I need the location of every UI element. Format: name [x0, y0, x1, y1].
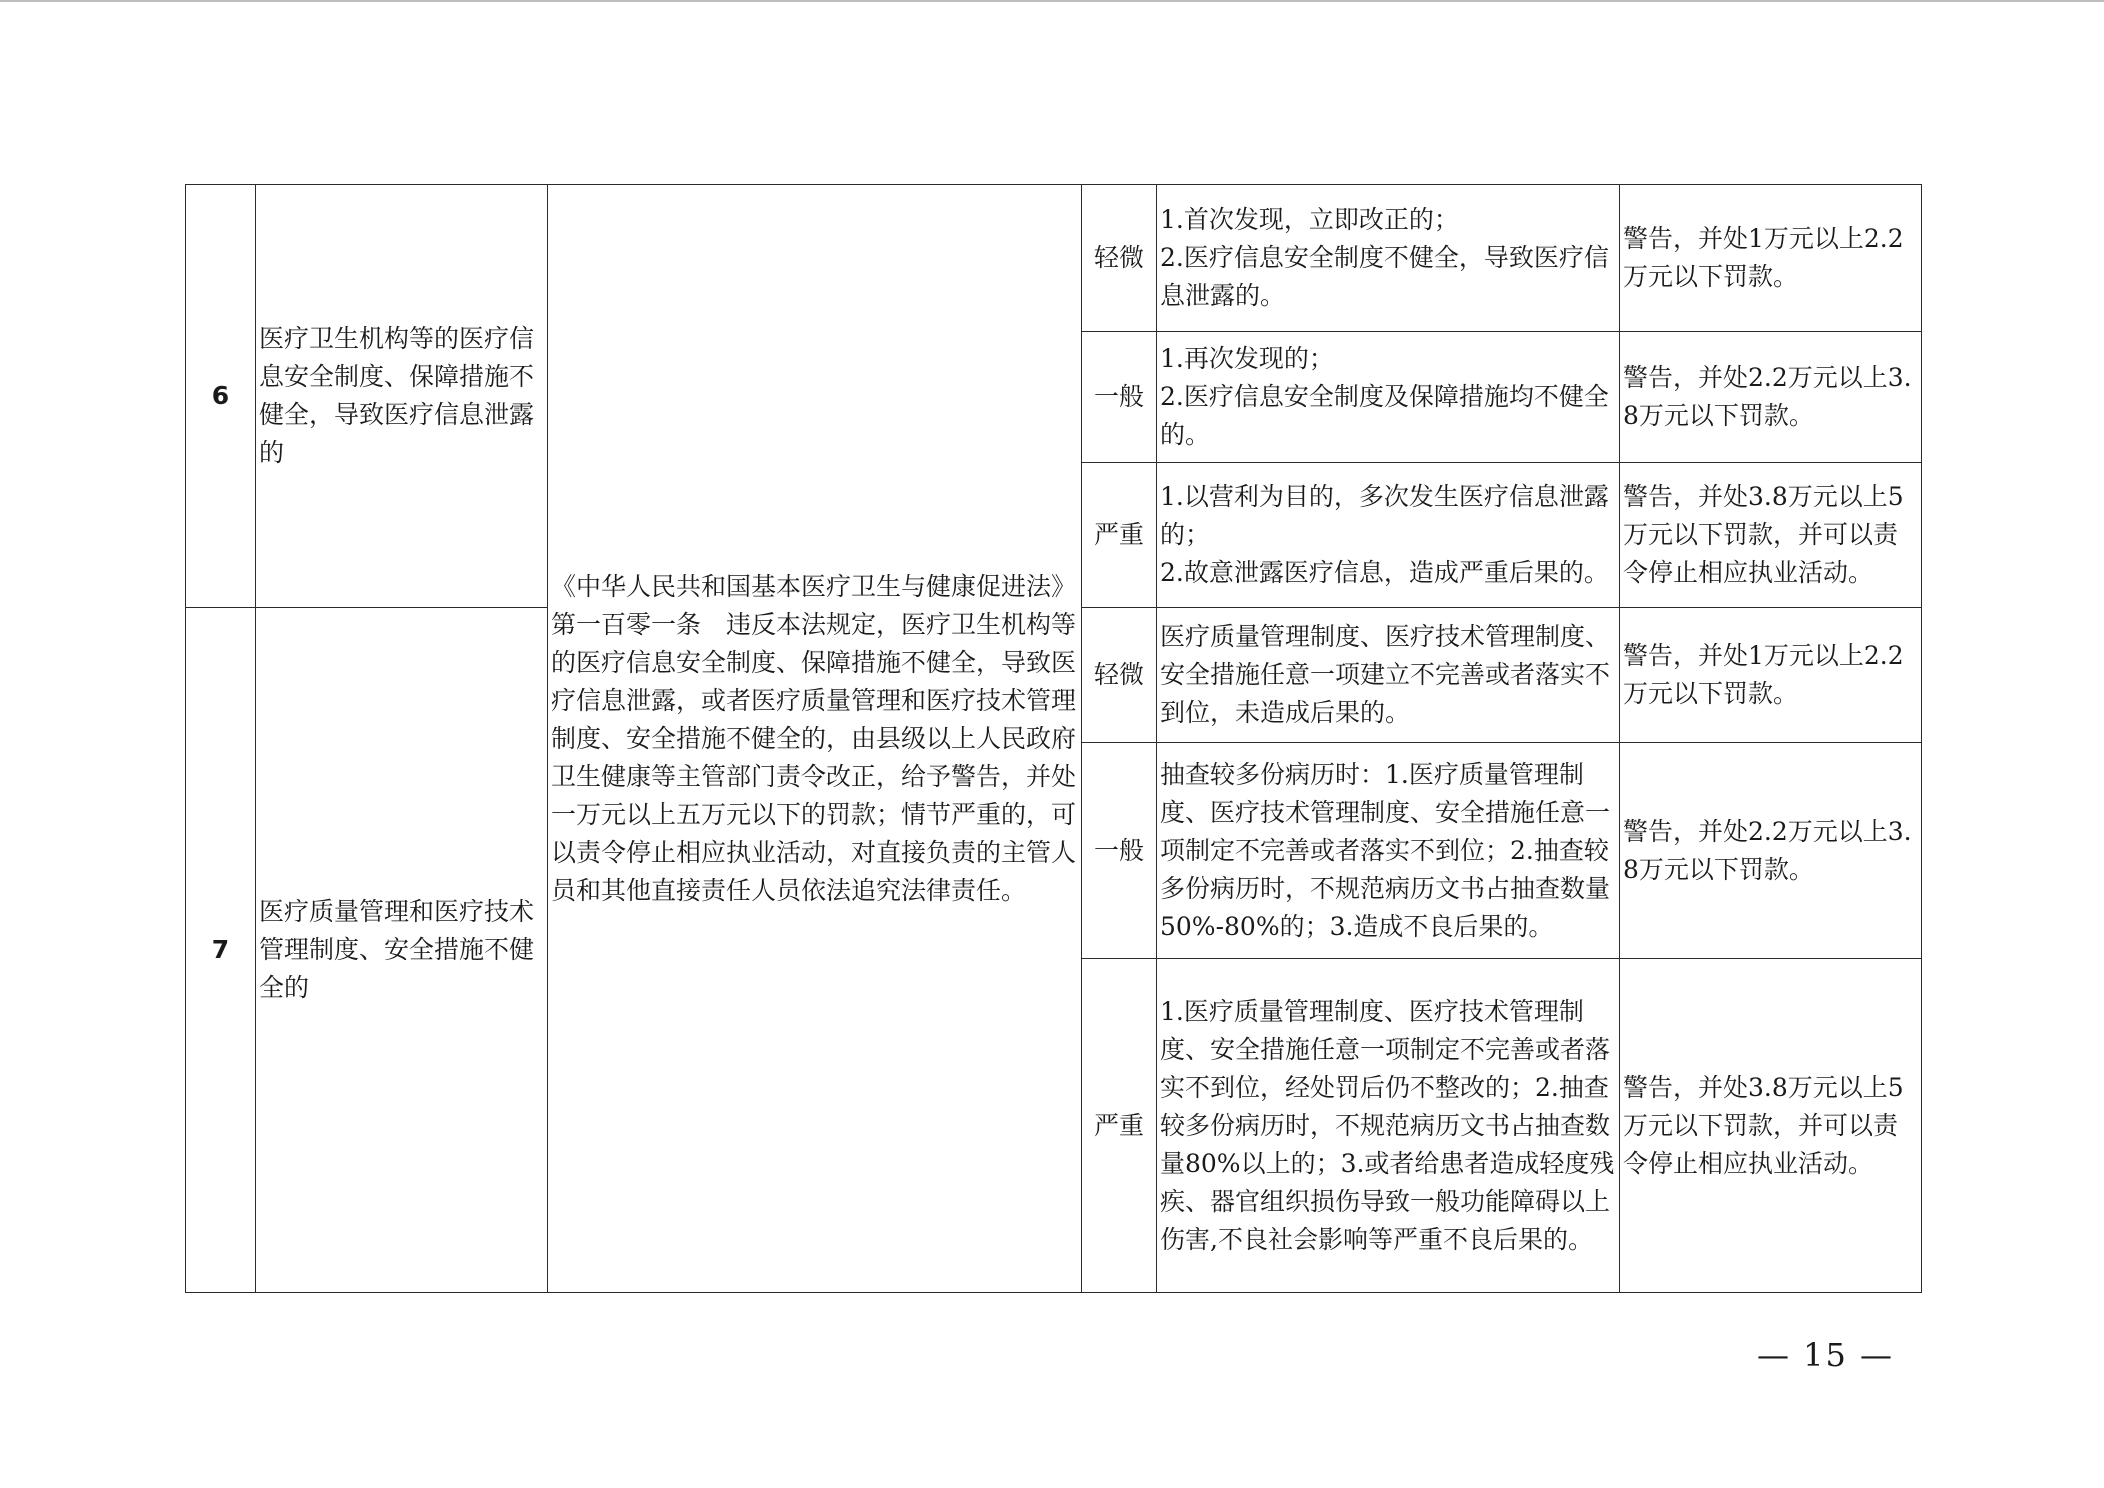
penalty-cell: 警告，并处1万元以上2.2万元以下罚款。	[1620, 185, 1922, 332]
page-top-border	[0, 0, 2104, 2]
page-number: — 15 —	[1756, 1336, 1894, 1374]
circumstance-cell: 抽查较多份病历时：1.医疗质量管理制度、医疗技术管理制度、安全措施任意一项制定不完善或者落实不到位；2.抽查较多份病历时，不规范病历文书占抽查数量50%-80%的；3.造成不良后果的。	[1157, 743, 1620, 959]
penalty-cell: 警告，并处2.2万元以上3.8万元以下罚款。	[1620, 743, 1922, 959]
severity-level: 一般	[1082, 743, 1157, 959]
penalty-cell: 警告，并处2.2万元以上3.8万元以下罚款。	[1620, 332, 1922, 463]
circumstance-cell: 1.医疗质量管理制度、医疗技术管理制度、安全措施任意一项制定不完善或者落实不到位，经处罚后仍不整改的；2.抽查较多份病历时，不规范病历文书占抽查数量80%以上的；3.或者给患者造成轻度残疾、器官组织损伤导致一般功能障碍以上伤害,不良社会影响等严重不良后果的。	[1157, 959, 1620, 1293]
violation-description: 医疗卫生机构等的医疗信息安全制度、保障措施不健全，导致医疗信息泄露的	[256, 185, 548, 608]
circumstance-cell	[1157, 332, 1620, 463]
circumstance-text: 1.首次发现，立即改正的； 2.医疗信息安全制度不健全，导致医疗信息泄露的。	[1160, 205, 1609, 310]
severity-level: 一般	[1082, 332, 1157, 463]
penalty-cell: 警告，并处3.8万元以上5万元以下罚款，并可以责令停止相应执业活动。	[1620, 959, 1922, 1293]
severity-level: 轻微	[1082, 608, 1157, 743]
penalty-standards-table	[185, 184, 1922, 1293]
legal-basis: 《中华人民共和国基本医疗卫生与健康促进法》第一百零一条 违反本法规定，医疗卫生机构等的医疗信息安全制度、保障措施不健全，导致医疗信息泄露，或者医疗质量管理和医疗技术管理制度、安全措施不健全的，由县级以上人民政府卫生健康等主管部门责令改正，给予警告，并处一万元以上五万元以下的罚款；情节严重的，可以责令停止相应执业活动，对直接负责的主管人员和其他直接责任人员依法追究法律责任。	[548, 185, 1082, 1293]
row-number: 7	[186, 608, 256, 1293]
severity-level: 严重	[1082, 959, 1157, 1293]
circumstance-cell	[1157, 185, 1620, 332]
circumstance-text: 1.再次发现的； 2.医疗信息安全制度及保障措施均不健全的。	[1160, 344, 1609, 449]
circumstance-cell: 医疗质量管理制度、医疗技术管理制度、安全措施任意一项建立不完善或者落实不到位，未造成后果的。	[1157, 608, 1620, 743]
violation-description: 医疗质量管理和医疗技术管理制度、安全措施不健全的	[256, 608, 548, 1293]
penalty-cell: 警告，并处3.8万元以上5万元以下罚款，并可以责令停止相应执业活动。	[1620, 463, 1922, 608]
penalty-cell: 警告，并处1万元以上2.2万元以下罚款。	[1620, 608, 1922, 743]
severity-level: 轻微	[1082, 185, 1157, 332]
circumstance-cell	[1157, 463, 1620, 608]
severity-level: 严重	[1082, 463, 1157, 608]
circumstance-text: 1.以营利为目的，多次发生医疗信息泄露的； 2.故意泄露医疗信息，造成严重后果的。	[1160, 482, 1609, 587]
row-number: 6	[186, 185, 256, 608]
table-row	[186, 185, 1922, 332]
